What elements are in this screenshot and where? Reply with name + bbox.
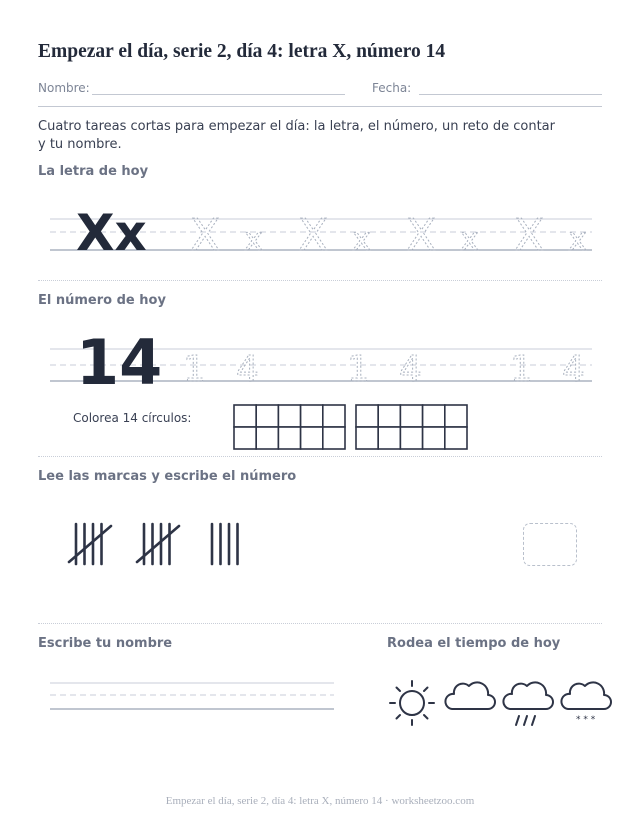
- svg-text:* * *: * * *: [576, 715, 596, 725]
- date-write-line[interactable]: [419, 94, 602, 95]
- letter-model: Xx: [76, 204, 147, 262]
- trace-digit[interactable]: 1: [510, 349, 533, 390]
- number-trace-group[interactable]: [183, 349, 585, 390]
- trace-letter[interactable]: X: [514, 210, 545, 261]
- ten-frame-cell[interactable]: [256, 427, 278, 449]
- trace-letter[interactable]: X: [190, 210, 221, 261]
- ten-frame-cell[interactable]: [400, 427, 422, 449]
- letter-section-heading: La letra de hoy: [38, 164, 149, 179]
- ten-frame-cell[interactable]: [423, 427, 445, 449]
- ten-frame-cell[interactable]: [278, 427, 300, 449]
- ten-frame-cell[interactable]: [323, 405, 345, 427]
- color-prompt: Colorea 14 círculos:: [73, 411, 192, 425]
- letter-trace-group[interactable]: [190, 210, 587, 261]
- ten-frame-cell[interactable]: [301, 427, 323, 449]
- ten-frame-cell[interactable]: [323, 427, 345, 449]
- ten-frame-cell[interactable]: [445, 427, 467, 449]
- ten-frame-cell[interactable]: [256, 405, 278, 427]
- tally-marks: [60, 515, 280, 575]
- ten-frames[interactable]: [230, 403, 470, 453]
- name-write-line[interactable]: [92, 94, 345, 95]
- ten-frame-cell[interactable]: [378, 427, 400, 449]
- number-section-heading: El número de hoy: [38, 293, 166, 308]
- weather-section-heading: Rodea el tiempo de hoy: [387, 636, 561, 651]
- ten-frame-cell[interactable]: [278, 405, 300, 427]
- sun-icon[interactable]: [390, 681, 434, 725]
- trace-letter[interactable]: x: [352, 220, 371, 258]
- number-model: 14: [76, 326, 163, 395]
- header-divider: [38, 106, 602, 107]
- ten-frame-cell[interactable]: [234, 427, 256, 449]
- trace-digit[interactable]: 1: [183, 349, 206, 390]
- ten-frame-cell[interactable]: [356, 427, 378, 449]
- trace-digit[interactable]: 4: [399, 349, 422, 390]
- page-title: Empezar el día, serie 2, día 4: letra X, número 14: [38, 41, 446, 62]
- snow-cloud-icon[interactable]: [561, 682, 611, 725]
- cloud-icon[interactable]: [445, 682, 495, 709]
- date-label: Fecha:: [372, 81, 412, 95]
- trace-letter[interactable]: X: [406, 210, 437, 261]
- trace-digit[interactable]: 1: [347, 349, 370, 390]
- rain-cloud-icon[interactable]: [503, 682, 553, 725]
- name-label: Nombre:: [38, 81, 90, 95]
- section-divider-1: [38, 280, 602, 281]
- ten-frame-cell[interactable]: [445, 405, 467, 427]
- trace-letter[interactable]: x: [568, 220, 587, 258]
- tally-group: [212, 524, 238, 564]
- trace-digit[interactable]: 4: [562, 349, 585, 390]
- tally-group: [69, 524, 111, 564]
- ten-frame-cell[interactable]: [400, 405, 422, 427]
- section-divider-3: [38, 623, 602, 624]
- section-divider-2: [38, 456, 602, 457]
- letter-practice-area[interactable]: [0, 190, 640, 270]
- trace-digit[interactable]: 4: [236, 349, 259, 390]
- number-practice-area[interactable]: [0, 325, 640, 395]
- trace-letter[interactable]: x: [244, 220, 263, 258]
- ten-frame-cell[interactable]: [301, 405, 323, 427]
- intro-text: Cuatro tareas cortas para empezar el día: la letra, el número, un reto de contar y tu nombre.: [38, 119, 555, 152]
- trace-letter[interactable]: X: [298, 210, 329, 261]
- answer-box[interactable]: [523, 523, 577, 566]
- name-section-heading: Escribe tu nombre: [38, 636, 173, 651]
- ten-frame-cell[interactable]: [356, 405, 378, 427]
- tally-section-heading: Lee las marcas y escribe el número: [38, 469, 297, 484]
- tally-group: [137, 524, 179, 564]
- ten-frame-cell[interactable]: [234, 405, 256, 427]
- ten-frame-cell[interactable]: [423, 405, 445, 427]
- name-write-area[interactable]: [48, 676, 338, 716]
- page-footer: Empezar el día, serie 2, día 4: letra X, número 14 · worksheetzoo.com: [165, 795, 475, 807]
- weather-options[interactable]: [385, 672, 620, 737]
- ten-frame-cell[interactable]: [378, 405, 400, 427]
- trace-letter[interactable]: x: [460, 220, 479, 258]
